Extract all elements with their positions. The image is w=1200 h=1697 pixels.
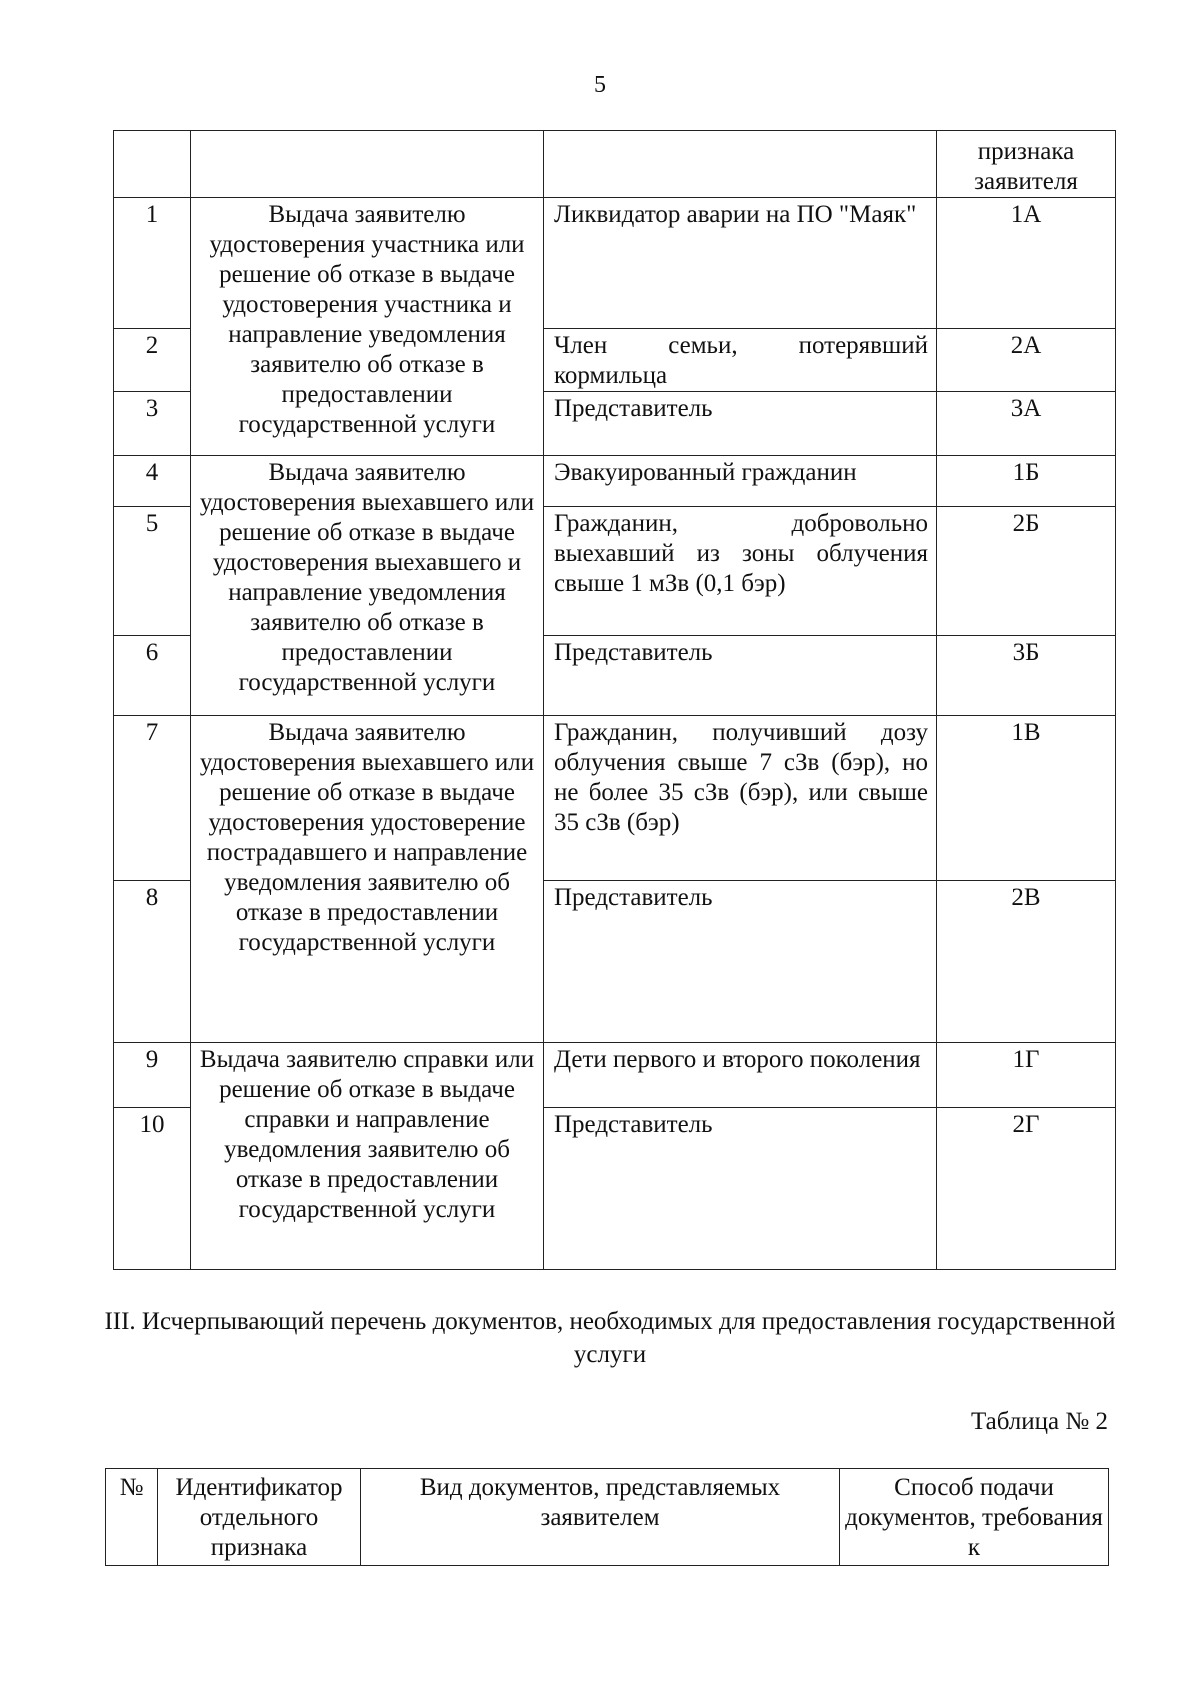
- table-cell: [191, 131, 544, 198]
- service-description: Выдача заявителю удостоверения участника или решение об отказе в выдаче удостоверения участника и направление уведомления заявителю об отказе в предоставлении государственной услуги: [191, 198, 544, 456]
- category-code: 1Г: [937, 1043, 1116, 1108]
- column-header-identifier: Идентификатор отдельного признака: [158, 1469, 361, 1566]
- category-code: 1А: [937, 198, 1116, 329]
- row-number: 4: [114, 456, 191, 507]
- table-cell: [544, 131, 937, 198]
- row-number: 8: [114, 881, 191, 1043]
- table-row: [114, 716, 1116, 881]
- row-number: 6: [114, 636, 191, 716]
- column-header-submission-method: Способ подачи документов, требования к: [840, 1469, 1109, 1566]
- category-code: 3Б: [937, 636, 1116, 716]
- section-heading: III. Исчерпывающий перечень документов, необходимых для предоставления государственной услуги: [104, 1308, 1116, 1368]
- applicant-category: Представитель: [544, 636, 937, 716]
- row-number: 9: [114, 1043, 191, 1108]
- table-cell: [114, 131, 191, 198]
- documents-table: [105, 1468, 1109, 1566]
- category-code: 2А: [937, 329, 1116, 392]
- service-description: Выдача заявителю справки или решение об отказе в выдаче справки и направление уведомления заявителю об отказе в предоставлении государственной услуги: [191, 1043, 544, 1270]
- applicant-category: Гражданин, получивший дозу облучения свыше 7 сЗв (бэр), но не более 35 сЗв (бэр), или свыше 35 сЗв (бэр): [544, 716, 937, 881]
- row-number: 1: [114, 198, 191, 329]
- category-code: 1Б: [937, 456, 1116, 507]
- applicant-category: Представитель: [544, 881, 937, 1043]
- category-code: 2Б: [937, 507, 1116, 636]
- category-code: 1В: [937, 716, 1116, 881]
- service-description: Выдача заявителю удостоверения выехавшего или решение об отказе в выдаче удостоверения выехавшего и направление уведомления заявителю об отказе в предоставлении государственной услуги: [191, 456, 544, 716]
- column-header-number: №: [106, 1469, 158, 1566]
- row-number: 2: [114, 329, 191, 392]
- applicant-category: Представитель: [544, 392, 937, 456]
- page-number: 5: [594, 72, 606, 98]
- category-code: 2В: [937, 881, 1116, 1043]
- category-code: 2Г: [937, 1108, 1116, 1270]
- row-number: 3: [114, 392, 191, 456]
- category-code: 3А: [937, 392, 1116, 456]
- applicant-category: Представитель: [544, 1108, 937, 1270]
- table-row: [114, 131, 1116, 198]
- table-header-row: [106, 1469, 1109, 1566]
- table-row: [114, 1043, 1116, 1108]
- applicant-categories-table: [113, 130, 1116, 1270]
- applicant-category: Гражданин, добровольно выехавший из зоны облучения свыше 1 мЗв (0,1 бэр): [544, 507, 937, 636]
- table-label: Таблица № 2: [970, 1408, 1108, 1435]
- applicant-category: Ликвидатор аварии на ПО "Маяк": [544, 198, 937, 329]
- row-number: 7: [114, 716, 191, 881]
- row-number: 10: [114, 1108, 191, 1270]
- applicant-category: Член семьи, потерявший кормильца: [544, 329, 937, 392]
- table-row: [114, 198, 1116, 329]
- row-number: 5: [114, 507, 191, 636]
- header-continuation: признака заявителя: [937, 131, 1116, 198]
- applicant-category: Дети первого и второго поколения: [544, 1043, 937, 1108]
- service-description: Выдача заявителю удостоверения выехавшего или решение об отказе в выдаче удостоверения удостоверение пострадавшего и направление уведомления заявителю об отказе в предоставлении государственной услуги: [191, 716, 544, 1043]
- applicant-category: Эвакуированный гражданин: [544, 456, 937, 507]
- column-header-document-type: Вид документов, представляемых заявителем: [361, 1469, 840, 1566]
- table-row: [114, 456, 1116, 507]
